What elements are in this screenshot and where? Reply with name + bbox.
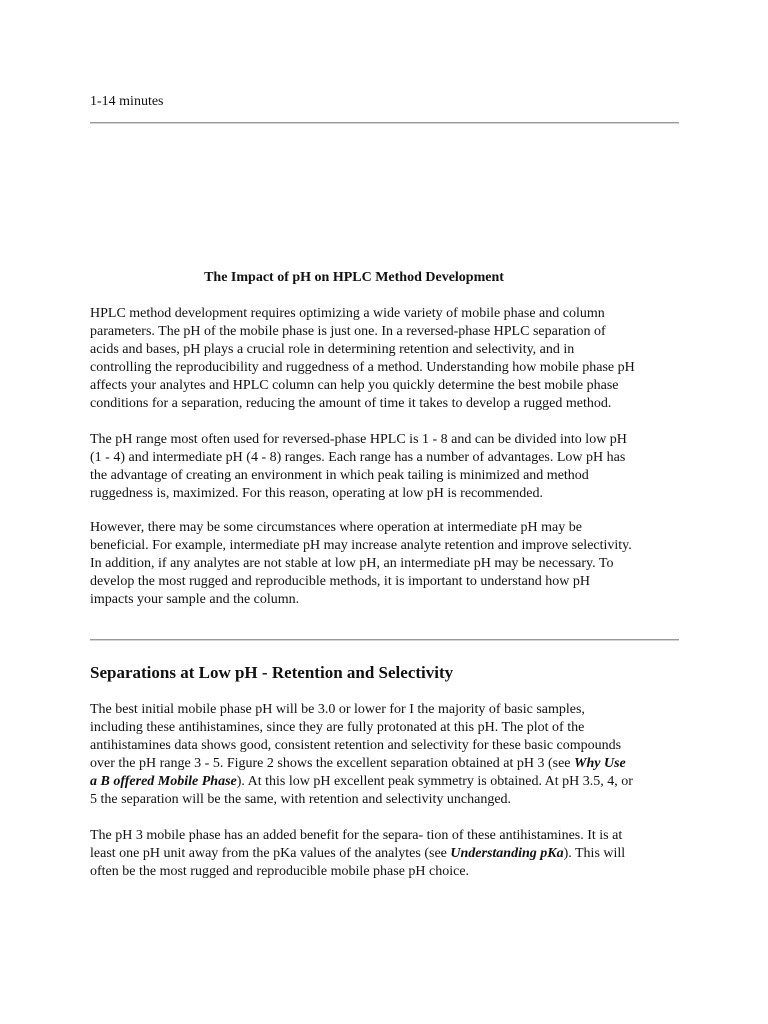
section-paragraph-1-text-a: The best initial mobile phase pH will be 3.0 or lower for I the majority of basic samples, including these antihistamines, since they are fully protonated at this pH. The plot of the antihistamines data shows good, consistent retention and selectivity for these basic compounds over the pH range 3 - 5. Figure 2 shows the excellent separation obtained at pH 3 (see (90, 702, 622, 771)
intro-paragraph-2: The pH range most often used for reversed-phase HPLC is 1 - 8 and can be divided into low pH (1 - 4) and intermediate pH (4 - 8) ranges. Each range has a number of advantages. Low pH has the advantage of creating an environment in which peak tailing is minimized and method ruggedness is, maximized. For this reason, operating at low pH is recommended. (90, 432, 627, 501)
section-paragraph-2 (90, 827, 680, 881)
intro-paragraph-1: HPLC method development requires optimizing a wide variety of mobile phase and column parameters. The pH of the mobile phase is just one. In a reversed-phase HPLC separation of acids and bases, pH plays a crucial role in determining retention and selectivity, and in controlling the reproducibility and ruggedness of a method. Understanding how mobile phase pH affects your analytes and HPLC column can help you quickly determine the best mobile phase conditions for a separation, reducing the amount of time it takes to develop a rugged method. (90, 306, 635, 411)
divider-top (90, 122, 679, 124)
section-paragraph-1-text-b: ). At this low pH excellent peak symmetry is obtained. At pH 3.5, 4, or 5 the separation will be the same, with retention and selectivity unchanged. (90, 774, 633, 807)
section-heading: Separations at Low pH - Retention and Selectivity (90, 663, 454, 682)
reference-why-use-buffered-mobile-phase[interactable]: Why Use a B offered Mobile Phase (90, 756, 626, 789)
section-paragraph-1 (90, 701, 680, 809)
reference-understanding-pka[interactable]: Understanding pKa (450, 846, 564, 861)
intro-paragraph-3: However, there may be some circumstances where operation at intermediate pH may be beneficial. For example, intermediate pH may increase analyte retention and improve selectivity. In addition, if any analytes are not stable at low pH, an intermediate pH may be necessary. To develop the most rugged and reproducible methods, it is important to understand how pH impacts your sample and the column. (90, 520, 632, 607)
divider-section (90, 639, 679, 641)
reading-time: 1-14 minutes (90, 94, 164, 109)
document-title: The Impact of pH on HPLC Method Development (204, 270, 504, 285)
section-paragraph-2-text-b: ). This will often be the most rugged and reproducible mobile phase pH choice. (90, 846, 626, 879)
section-paragraph-2-text-a: The pH 3 mobile phase has an added benefit for the separa- tion of these antihistamines. It is at least one pH unit away from the pKa values of the analytes (see (90, 828, 623, 861)
